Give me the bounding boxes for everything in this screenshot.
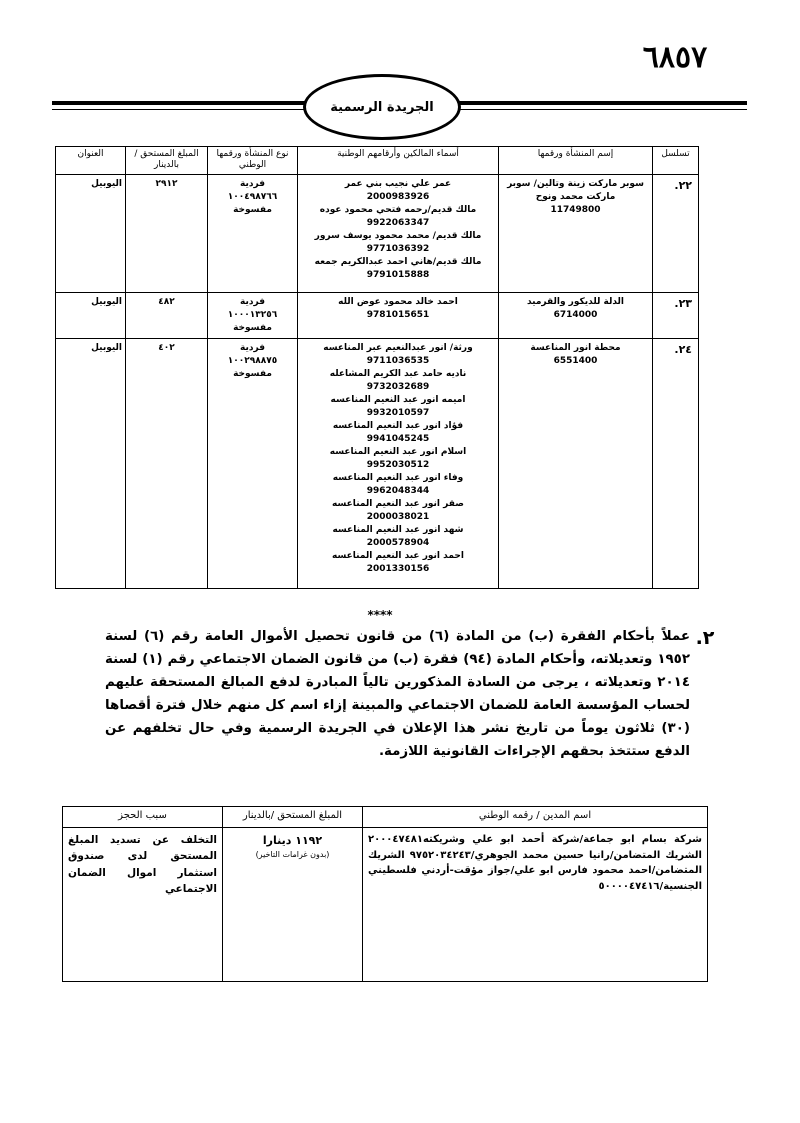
table-row [56,292,699,338]
owner-name: اسلام انور عبد النعيم المناعسه [329,447,467,458]
owner-id: 9932010597 [366,407,430,418]
owner-id: 9771036392 [366,243,430,254]
status-label: مفسوخة [233,204,272,215]
owners-cell [298,338,499,588]
col-type: نوع المنشأة ورقمها الوطني [208,147,298,175]
type-cell [208,292,298,338]
amount-note: (بدون غرامات التاخير) [255,850,330,860]
table-header-row [56,147,699,175]
owner-name: اميمه انور عبد النعيم المناعسه [330,394,466,405]
col-amount: المبلغ المستحق /بالدينار [223,807,363,828]
owner-name: وفاء انور عبد النعيم المناعسه [332,473,464,484]
owner-name: ورثة/ انور عبدالنعيم عبر المناعسه [323,342,473,353]
establishment-cell [499,174,653,292]
establishment-cell [499,338,653,588]
owner-name: احمد انور عبد النعيم المناعسه [332,551,464,562]
reason-cell: التخلف عن تسديد المبلغ المستحق لدى صندوق استثمار اموال الضمان الاجتماعي [63,828,223,982]
address-cell: اليوبيل [56,338,126,588]
table-header-row [63,807,708,828]
address-cell: اليوبيل [56,174,126,292]
type-number: ١٠٠٤٩٨٧٦٦ [227,191,278,202]
owner-name: مالك قديم/ محمد محمود يوسف سرور [314,230,482,241]
amount-cell: ٢٩١٢ [126,174,208,292]
owner-id: 9791015888 [366,269,430,280]
col-amount: المبلغ المستحق /بالدينار [126,147,208,175]
section-separator: **** [367,608,393,622]
type-label: فردية [240,178,265,189]
establishment-name: محطة انور المناعسة [530,342,621,353]
debtor-cell: شركة بسام ابو جماعة/شركة أحمد ابو علي وشريكته٢٠٠٠٤٧٤٨١ الشريك المتضامن/رانيا حسين محمد الجوهري/٩٧٥٢٠٣٤٢٤٣ الشريك المتضامن/احمد محمود فارس ابو علي/جواز مؤقت-أردني فلسطيني الجنسية/٥٠٠٠٠٤٧٤١٦ [363,828,708,982]
table-row [56,338,699,588]
address-cell: اليوبيل [56,292,126,338]
owner-id: 9952030512 [366,460,430,471]
owner-id: 9781015651 [366,309,430,320]
owner-id: 2000983926 [366,191,430,202]
type-number: ١٠٠٠١٣٢٥٦ [227,309,278,320]
owner-id: 9711036535 [366,355,430,366]
serial-cell: ٢٤. [653,338,699,588]
header-title: الجريدة الرسمية [330,99,434,115]
table-row [63,828,708,982]
col-serial: تسلسل [653,147,699,175]
owner-name: عمر علي نجيب بني عمر [344,178,452,189]
col-establishment: إسم المنشأة ورقمها [499,147,653,175]
col-address: العنوان [56,147,126,175]
type-cell [208,174,298,292]
col-debtor: اسم المدين / رقمه الوطني [363,807,708,828]
notice-paragraph: عملاً بأحكام الفقرة (ب) من المادة (٦) من قانون تحصيل الأموال العامة رقم (٦) لسنة ١٩٥٢ وتعديلاته، وأحكام المادة (٩٤) فقرة (ب) من قانون الضمان الاجتماعي رقم (١) لسنة ٢٠١٤ وتعديلاته ، يرجى من السادة المذكورين تالياً المبادرة لدفع المبالغ المستحقة عليهم لحساب المؤسسة العامة للضمان الاجتماعي والمبينة إزاء اسم كل منهم خلال فترة أقصاها (٣٠) ثلاثون يوماً من تاريخ نشر هذا الإعلان في الجريدة الرسمية وفي حال تخلفهم عن الدفع ستتخذ بحقهم الإجراءات القانونية اللازمة. [105,629,691,759]
table-row [56,174,699,292]
establishments-table [55,146,699,589]
owner-id: 2000578904 [366,538,430,549]
owner-name: شهد انور عبد النعيم المناعسه [332,525,464,536]
owner-id: 9922063347 [366,217,430,228]
owner-name: ناديه حامد عبد الكريم المشاعله [329,368,467,379]
owner-id: 9962048344 [366,486,430,497]
section-number: .٢ [695,627,715,649]
owners-cell [298,174,499,292]
col-reason: سبب الحجز [63,807,223,828]
type-number: ١٠٠٢٩٨٨٧٥ [227,355,278,366]
owner-name: مالك قديم/هاني احمد عبدالكريم جمعه [314,256,482,267]
owner-name: مالك قديم/رحمه فتحي محمود عوده [319,204,477,215]
amount-value: ١١٩٢ دينارا [262,834,323,847]
debtors-table [62,806,708,982]
establishment-cell [499,292,653,338]
amount-cell: ٤٠٢ [126,338,208,588]
establishment-name: الدلة للديكور والقرميد [526,296,625,307]
owner-name: فؤاد انور عبد النعيم المناعسه [332,420,464,431]
establishment-name: سوبر ماركت زينة وتالين/ سوبر ماركت محمد ونوح [507,178,644,202]
establishment-number: 11749800 [550,204,601,215]
status-label: مفسوخة [233,322,272,333]
type-label: فردية [240,296,265,307]
establishment-number: 6714000 [553,309,598,320]
owner-id: 2001330156 [366,564,430,575]
col-owners: أسماء المالكين وأرقامهم الوطنية [298,147,499,175]
establishment-number: 6551400 [553,355,598,366]
owner-name: احمد خالد محمود عوض الله [338,296,458,307]
owner-name: صقر انور عبد النعيم المناعسه [332,499,464,510]
serial-cell: ٢٣. [653,292,699,338]
serial-cell: ٢٢. [653,174,699,292]
type-label: فردية [240,342,265,353]
type-cell [208,338,298,588]
header-oval [303,74,461,140]
owner-id: 2000038021 [366,512,430,523]
status-label: مفسوخة [233,368,272,379]
owners-cell [298,292,499,338]
page-number: ٦٨٥٧ [642,40,708,75]
owner-id: 9732032689 [366,381,430,392]
amount-cell: ٤٨٢ [126,292,208,338]
amount-cell [223,828,363,982]
owner-id: 9941045245 [366,433,430,444]
